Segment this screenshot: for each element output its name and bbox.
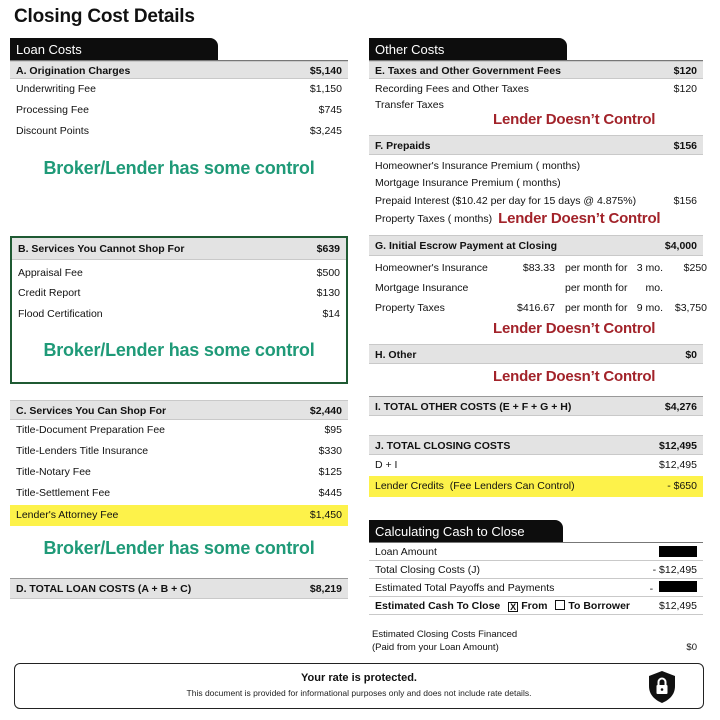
fee-label: Recording Fees and Other Taxes [375, 83, 529, 95]
cash-label: Estimated Total Payoffs and Payments [375, 581, 555, 594]
fee-amount: $156 [673, 195, 697, 207]
section-c-total: $2,440 [309, 405, 342, 417]
page-title: Closing Cost Details [14, 6, 195, 27]
fee-label: Title-Notary Fee [16, 466, 91, 478]
fee-label: Credit Report [18, 287, 81, 299]
from-label: From [521, 599, 548, 612]
section-b-box [10, 236, 348, 384]
fee-amount: $1,150 [309, 83, 342, 95]
section-f-total: $156 [673, 140, 697, 152]
fee-amount: $125 [318, 466, 342, 478]
redacted-value [659, 581, 697, 592]
escrow-amount: $3,750 [674, 302, 707, 314]
section-h-header [369, 344, 703, 364]
redacted-value [659, 546, 697, 557]
escrow-per: per month for [565, 282, 628, 294]
cash-prefix: - [649, 582, 654, 595]
fee-row [12, 304, 346, 326]
fee-row [369, 173, 703, 191]
escrow-label: Mortgage Insurance [375, 282, 469, 294]
fee-label: Homeowner's Insurance Premium ( months) [375, 160, 581, 172]
fee-amount: $130 [316, 287, 340, 299]
lender-credits-label [375, 476, 575, 497]
fee-row [369, 191, 703, 209]
section-h-title: H. Other [375, 349, 417, 361]
fee-amount: $12,495 [659, 459, 697, 471]
escrow-label: Property Taxes [375, 302, 445, 314]
fee-label: Underwriting Fee [16, 83, 96, 95]
section-i-total: $4,276 [664, 401, 697, 413]
cash-label: Estimated Cash To Close [375, 599, 501, 612]
fee-label: Mortgage Insurance Premium ( months) [375, 177, 561, 189]
fee-row [10, 100, 348, 121]
fee-amount: $1,450 [309, 509, 342, 521]
fee-label: Discount Points [16, 125, 89, 137]
section-d [10, 578, 348, 599]
cash-row [369, 579, 703, 597]
fee-label: Title-Lenders Title Insurance [16, 445, 149, 457]
cash-amount: - $12,495 [652, 563, 697, 576]
loan-costs-tab: Loan Costs [10, 38, 218, 60]
financed-row [369, 615, 703, 654]
fee-row [10, 462, 348, 483]
section-f-title: F. Prepaids [375, 140, 431, 152]
cash-label: Loan Amount [375, 545, 437, 558]
section-b-total: $639 [316, 243, 340, 255]
section-e-title: E. Taxes and Other Government Fees [375, 65, 561, 77]
section-e-header [369, 61, 703, 79]
section-b-header [12, 238, 346, 260]
control-note: Broker/Lender has some control [43, 158, 315, 178]
section-g-total: $4,000 [664, 240, 697, 252]
fee-label: Flood Certification [18, 308, 103, 320]
fee-amount: $745 [318, 104, 342, 116]
section-j-title: J. TOTAL CLOSING COSTS [375, 440, 511, 452]
escrow-rate: $83.33 [522, 262, 555, 274]
shield-lock-icon [647, 670, 677, 704]
other-costs-tab: Other Costs [369, 38, 567, 60]
section-e-total: $120 [673, 65, 697, 77]
cash-to-close-tab: Calculating Cash to Close [369, 520, 563, 542]
fee-label: Lender's Attorney Fee [16, 509, 119, 521]
section-a-header [10, 61, 348, 79]
fee-row [369, 79, 703, 97]
rate-protected-banner [14, 663, 704, 709]
fee-amount: $14 [322, 308, 340, 320]
fee-label: Processing Fee [16, 104, 89, 116]
escrow-months: mo. [645, 282, 663, 294]
escrow-row [369, 258, 707, 278]
escrow-rate: $416.67 [517, 302, 555, 314]
fee-row [369, 155, 703, 173]
section-a-total: $5,140 [309, 65, 342, 77]
footer-title: Your rate is protected. [301, 672, 417, 684]
lender-credits-amount: - $650 [667, 480, 697, 492]
escrow-label: Homeowner's Insurance [375, 262, 488, 274]
cash-row-estimated [369, 597, 703, 615]
to-borrower-checkbox[interactable] [555, 600, 565, 610]
escrow-amount [663, 278, 707, 298]
escrow-rate [503, 278, 555, 298]
fee-row-highlighted [10, 505, 348, 526]
escrow-row [369, 278, 703, 298]
escrow-per: per month for [565, 302, 628, 314]
section-b-title: B. Services You Cannot Shop For [18, 243, 185, 255]
fee-amount: $500 [316, 267, 340, 279]
fee-amount: $445 [318, 487, 342, 499]
cash-row [369, 543, 703, 561]
section-c-header [10, 400, 348, 420]
fee-row [369, 209, 703, 229]
control-note: Broker/Lender has some control [43, 340, 315, 360]
fee-row [10, 121, 348, 142]
fee-row [12, 260, 346, 282]
fee-row [10, 483, 348, 504]
fee-row [12, 282, 346, 304]
financed-label: Estimated Closing Costs Financed [372, 629, 518, 640]
control-note-red: Lender Doesn’t Control [498, 210, 661, 227]
control-note-red: Lender Doesn’t Control [493, 368, 656, 385]
financed-sublabel: (Paid from your Loan Amount) [372, 642, 499, 653]
fee-amount: $3,245 [309, 125, 342, 137]
section-d-total: $8,219 [309, 583, 342, 595]
fee-row [10, 441, 348, 462]
fee-row [369, 455, 703, 476]
escrow-months: 9 mo. [636, 302, 663, 314]
section-g-title: G. Initial Escrow Payment at Closing [375, 240, 558, 252]
fee-label: Prepaid Interest ($10.42 per day for 15 days @ 4.875%) [375, 195, 637, 207]
fee-label: Property Taxes ( months) [375, 213, 493, 225]
control-note: Broker/Lender has some control [43, 538, 315, 558]
fee-amount: $330 [318, 445, 342, 457]
section-c-title: C. Services You Can Shop For [16, 405, 167, 417]
control-note-red: Lender Doesn’t Control [493, 111, 656, 128]
control-note-red: Lender Doesn’t Control [493, 320, 656, 337]
lender-credits-title: Lender Credits [375, 480, 444, 492]
fee-amount: $120 [673, 83, 697, 95]
section-g-header [369, 235, 703, 256]
other-costs-column [369, 38, 707, 497]
section-c [10, 400, 348, 559]
fee-amount: $95 [324, 424, 342, 436]
cash-label: Total Closing Costs (J) [375, 563, 481, 576]
cash-amount: $12,495 [659, 599, 697, 612]
lender-credits-row [369, 476, 703, 497]
escrow-amount: $250 [683, 262, 707, 274]
loan-costs-column [10, 38, 348, 179]
lender-credits-note: (Fee Lenders Can Control) [449, 480, 575, 492]
cash-to-close [369, 520, 703, 654]
section-a-title: A. Origination Charges [16, 65, 131, 77]
section-h-total: $0 [685, 349, 697, 361]
financed-amount: $0 [686, 642, 697, 653]
fee-row [10, 420, 348, 441]
footer-text: This document is provided for informational purposes only and does not include rate details. [186, 688, 532, 698]
section-i-title: I. TOTAL OTHER COSTS (E + F + G + H) [375, 401, 572, 413]
section-j-header [369, 435, 703, 455]
fee-label: Title-Document Preparation Fee [16, 424, 166, 436]
section-i-header [369, 396, 703, 416]
to-borrower-label: To Borrower [568, 599, 631, 612]
fee-label: D + I [375, 459, 398, 471]
section-f-header [369, 135, 703, 155]
fee-label: Title-Settlement Fee [16, 487, 111, 499]
section-d-header [10, 578, 348, 599]
escrow-per: per month for [565, 262, 628, 274]
fee-label: Transfer Taxes [375, 99, 444, 111]
section-j-total: $12,495 [659, 440, 697, 452]
section-d-title: D. TOTAL LOAN COSTS (A + B + C) [16, 583, 192, 595]
escrow-row [369, 298, 707, 318]
escrow-months: 3 mo. [636, 262, 663, 274]
fee-label: Appraisal Fee [18, 267, 83, 279]
from-checkbox[interactable]: X [510, 601, 517, 612]
cash-row [369, 561, 703, 579]
fee-row [10, 79, 348, 100]
